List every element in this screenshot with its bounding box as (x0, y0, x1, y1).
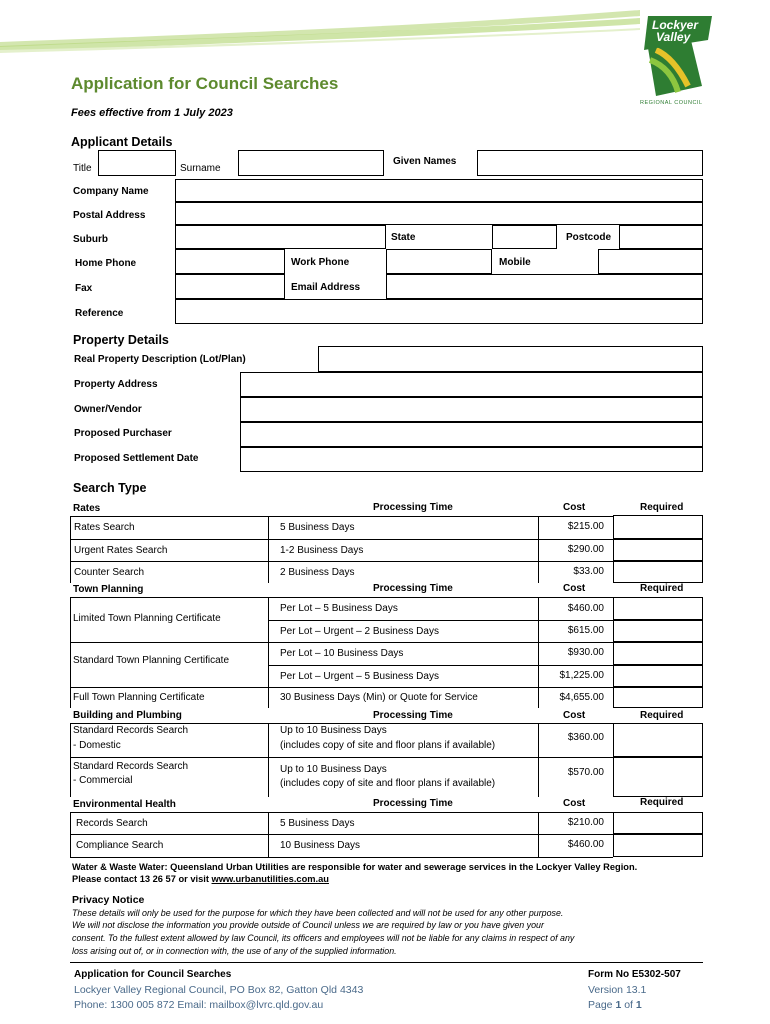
env-vline-2 (268, 812, 269, 857)
rpd-label: Real Property Description (Lot/Plan) (74, 354, 246, 365)
planning-row-5-time: 30 Business Days (Min) or Quote for Service (280, 692, 478, 703)
planning-row-4-required[interactable] (613, 665, 703, 687)
work-phone-label: Work Phone (291, 257, 350, 268)
version-number: Version 13.1 (588, 984, 647, 996)
applicant-heading: Applicant Details (71, 135, 173, 149)
rates-row-1-name: Rates Search (74, 522, 135, 533)
rates-heading: Rates (73, 503, 101, 514)
home-phone-field[interactable] (175, 249, 285, 274)
rates-row-3-time: 2 Business Days (280, 567, 355, 578)
building-vline-1 (70, 723, 71, 797)
rates-row-2-name: Urgent Rates Search (74, 545, 168, 556)
col-cost-1: Cost (563, 502, 586, 513)
rates-row-line-1 (70, 539, 613, 540)
privacy-line-2: We will not disclose the information you provide outside of Council unless we are required by law or you have given your (72, 920, 544, 930)
owner-label: Owner/Vendor (74, 404, 142, 415)
privacy-line-1: These details will only be used for the purpose for which they have been collected and will not be used for any other purpose. (72, 908, 564, 918)
col-processing-3: Processing Time (373, 710, 453, 721)
building-table-top (70, 723, 613, 724)
state-field[interactable] (492, 225, 557, 249)
rates-row-3-required[interactable] (613, 561, 703, 583)
postal-field[interactable] (175, 202, 703, 225)
surname-field[interactable] (238, 150, 384, 176)
col-processing-2: Processing Time (373, 583, 453, 594)
rates-row-line-2 (70, 561, 613, 562)
planning-row-4-cost: $1,225.00 (559, 670, 604, 681)
planning-heading: Town Planning (73, 584, 144, 595)
planning-row-5-required[interactable] (613, 687, 703, 708)
footer-title: Application for Council Searches (74, 969, 232, 980)
home-phone-label: Home Phone (75, 258, 137, 269)
rpd-field[interactable] (318, 346, 703, 372)
page-title: Application for Council Searches (71, 74, 339, 93)
property-address-field[interactable] (240, 372, 703, 397)
env-row-1-time: 5 Business Days (280, 818, 355, 829)
logo-text-2: Valley (656, 30, 691, 44)
rates-row-2-required[interactable] (613, 539, 703, 561)
planning-table-top (70, 597, 613, 598)
rates-row-1-cost: $215.00 (567, 521, 604, 532)
building-row-1-time-1: Up to 10 Business Days (280, 725, 387, 736)
state-label: State (391, 232, 416, 243)
env-table-top (70, 812, 613, 813)
col-cost-4: Cost (563, 798, 586, 809)
env-row-2-name: Compliance Search (76, 840, 164, 851)
planning-row-3-cost: $930.00 (567, 647, 604, 658)
page-number (588, 999, 642, 1011)
email-field[interactable] (386, 274, 703, 299)
planning-full-name: Full Town Planning Certificate (73, 692, 205, 703)
col-processing-1: Processing Time (373, 502, 453, 513)
council-logo (632, 16, 718, 108)
building-vline-2 (268, 723, 269, 797)
page-prefix: Page (588, 999, 616, 1011)
postcode-label: Postcode (566, 232, 612, 243)
search-heading: Search Type (73, 481, 147, 495)
planning-line-2 (70, 642, 613, 643)
fees-subtitle: Fees effective from 1 July 2023 (71, 107, 233, 119)
reference-field[interactable] (175, 299, 703, 324)
work-phone-field[interactable] (386, 249, 492, 274)
planning-standard-name: Standard Town Planning Certificate (73, 655, 230, 666)
col-required-3: Required (640, 710, 684, 721)
water-contact (72, 874, 329, 884)
col-required-1: Required (640, 502, 684, 513)
settlement-field[interactable] (240, 447, 703, 472)
building-row-1-required[interactable] (613, 723, 703, 757)
mobile-field[interactable] (598, 249, 703, 274)
planning-row-3-required[interactable] (613, 642, 703, 665)
planning-row-5-cost: $4,655.00 (559, 692, 604, 703)
fax-label: Fax (75, 283, 93, 294)
rates-row-2-cost: $290.00 (567, 544, 604, 555)
rates-row-1-required[interactable] (613, 515, 703, 539)
environmental-heading: Environmental Health (73, 799, 176, 810)
env-row-2-cost: $460.00 (567, 839, 604, 850)
planning-row-1-time: Per Lot – 5 Business Days (280, 603, 398, 614)
planning-line-3 (268, 665, 613, 666)
planning-row-4-time: Per Lot – Urgent – 5 Business Days (280, 671, 439, 682)
postal-label: Postal Address (73, 210, 146, 221)
title-label: Title (73, 163, 92, 174)
planning-limited-name: Limited Town Planning Certificate (73, 613, 221, 624)
planning-row-2-required[interactable] (613, 620, 703, 642)
postcode-field[interactable] (619, 225, 703, 249)
building-row-2-required[interactable] (613, 757, 703, 797)
building-row-2-time-2: (includes copy of site and floor plans if available) (280, 778, 496, 789)
page-total: 1 (635, 999, 642, 1011)
privacy-heading: Privacy Notice (72, 894, 145, 906)
purchaser-field[interactable] (240, 422, 703, 447)
building-row-1-name-2: - Domestic (73, 740, 121, 751)
col-cost-3: Cost (563, 710, 586, 721)
rates-row-3-name: Counter Search (74, 567, 145, 578)
planning-vline-1 (70, 597, 71, 708)
rates-row-2-time: 1-2 Business Days (280, 545, 364, 556)
reference-label: Reference (75, 308, 124, 319)
page-current: 1 (615, 999, 622, 1011)
suburb-label: Suburb (73, 234, 108, 245)
env-line-1 (70, 834, 613, 835)
planning-row-1-cost: $460.00 (567, 603, 604, 614)
water-notice: Water & Waste Water: Queensland Urban Utilities are responsible for water and sewerage services in the Lockyer Valley Region. (72, 862, 638, 872)
logo-text-1: Lockyer (652, 18, 699, 32)
building-row-1-name-1: Standard Records Search (73, 725, 189, 736)
planning-row-3-time: Per Lot – 10 Business Days (280, 648, 404, 659)
col-cost-2: Cost (563, 583, 586, 594)
purchaser-label: Proposed Purchaser (74, 428, 172, 439)
company-field[interactable] (175, 179, 703, 202)
building-row-2-cost: $570.00 (567, 767, 604, 778)
form-number: Form No E5302-507 (588, 969, 681, 980)
company-label: Company Name (73, 186, 149, 197)
env-row-2-required[interactable] (613, 834, 703, 857)
footer-address: Lockyer Valley Regional Council, PO Box 82, Gatton Qld 4343 (74, 984, 364, 996)
building-heading: Building and Plumbing (73, 710, 182, 721)
footer-divider (70, 962, 703, 963)
property-address-label: Property Address (74, 379, 158, 390)
settlement-label: Proposed Settlement Date (74, 453, 199, 464)
planning-row-2-cost: $615.00 (567, 625, 604, 636)
email-label: Email Address (291, 282, 361, 293)
building-row-2-name-1: Standard Records Search (73, 761, 189, 772)
planning-vline-2 (268, 597, 269, 708)
suburb-field[interactable] (175, 225, 386, 249)
building-row-1-cost: $360.00 (567, 732, 604, 743)
planning-row-1-required[interactable] (613, 597, 703, 620)
col-required-4: Required (640, 797, 684, 808)
env-row-1-name: Records Search (76, 818, 148, 829)
rates-vline-2 (268, 516, 269, 583)
env-row-1-required[interactable] (613, 812, 703, 834)
fax-field[interactable] (175, 274, 285, 299)
planning-line-1 (268, 620, 613, 621)
rates-row-3-cost: $33.00 (573, 566, 604, 577)
given-names-label: Given Names (393, 156, 457, 167)
building-line-1 (70, 757, 613, 758)
surname-label: Surname (180, 163, 221, 174)
privacy-line-3: consent. To the fullest extent allowed by law Council, its officers and employees will not be liable for any claims in respect of any (72, 933, 575, 943)
env-line-2 (70, 857, 613, 858)
building-row-2-name-2: - Commercial (73, 775, 133, 786)
rates-row-1-time: 5 Business Days (280, 522, 355, 533)
urban-utilities-link[interactable]: www.urbanutilities.com.au (211, 874, 329, 884)
col-processing-4: Processing Time (373, 798, 453, 809)
footer-contact: Phone: 1300 005 872 Email: mailbox@lvrc.qld.gov.au (74, 999, 324, 1011)
title-field[interactable] (98, 150, 176, 176)
planning-row-2-time: Per Lot – Urgent – 2 Business Days (280, 626, 439, 637)
logo-tag: REGIONAL COUNCIL (640, 100, 703, 106)
env-row-2-time: 10 Business Days (280, 840, 361, 851)
rates-vline-1 (70, 516, 71, 583)
env-row-1-cost: $210.00 (567, 817, 604, 828)
mobile-label: Mobile (499, 257, 531, 268)
water-contact-text: Please contact 13 26 57 or visit (72, 874, 212, 884)
building-row-2-time-1: Up to 10 Business Days (280, 764, 387, 775)
given-names-field[interactable] (477, 150, 703, 176)
planning-line-4 (70, 687, 613, 688)
owner-field[interactable] (240, 397, 703, 422)
property-heading: Property Details (73, 333, 169, 347)
env-vline-1 (70, 812, 71, 857)
col-required-2: Required (640, 583, 684, 594)
privacy-line-4: loss arising out of, or in connection with, the use of any of the supplied information. (72, 946, 397, 956)
building-row-1-time-2: (includes copy of site and floor plans if available) (280, 740, 496, 751)
page-mid: of (621, 999, 636, 1011)
